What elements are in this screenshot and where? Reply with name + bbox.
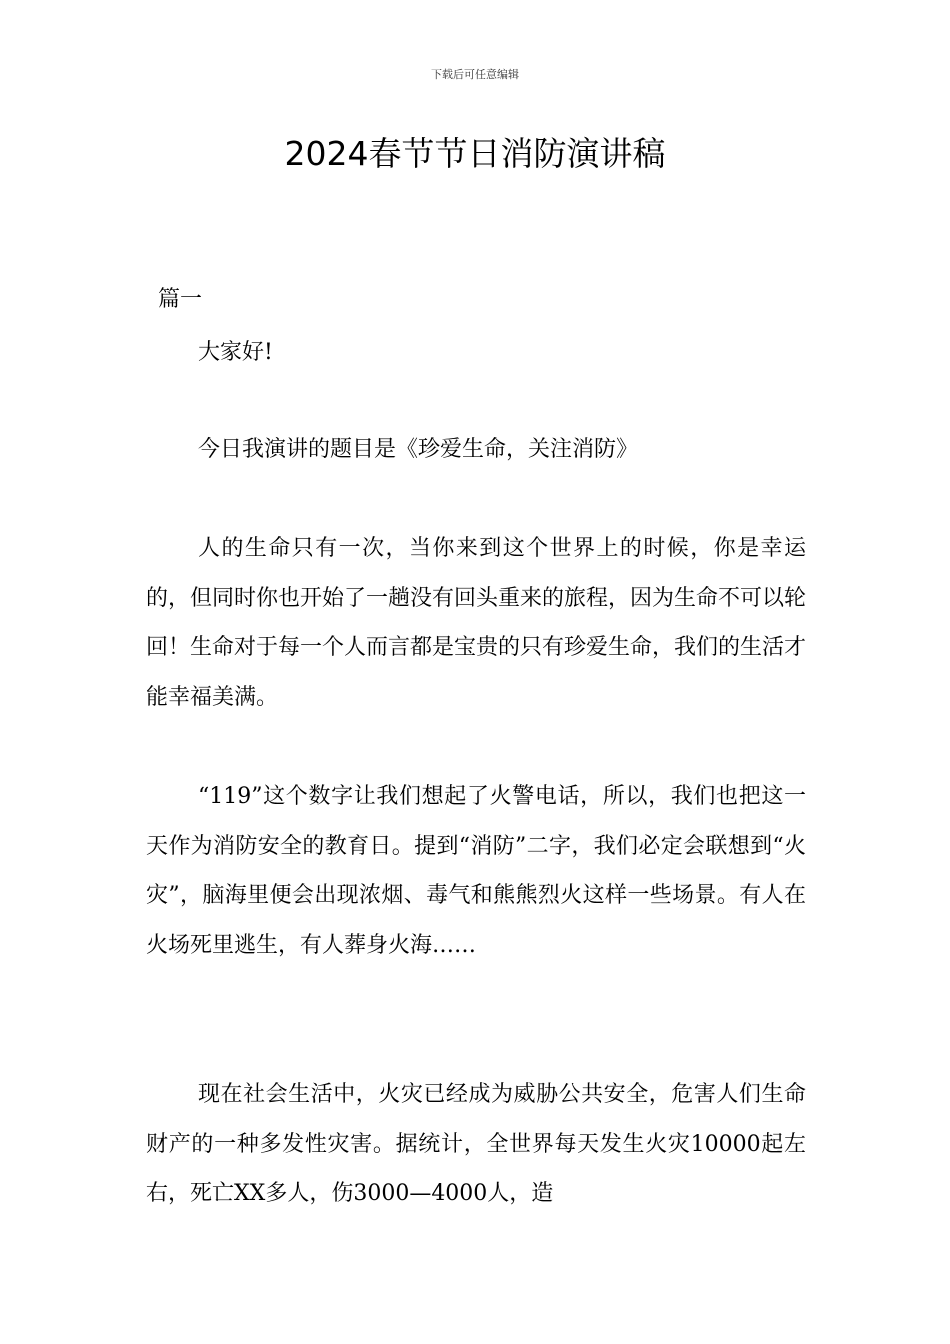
paragraph-greeting: 大家好! — [198, 340, 273, 365]
section-label: 篇一 — [158, 287, 203, 312]
paragraph-topic: 今日我演讲的题目是《珍爱生命，关注消防》 — [198, 437, 639, 462]
paragraph-life: 人的生命只有一次，当你来到这个世界上的时候，你是幸运的，但同时你也开始了一趟没有回头重来的旅程，因为生命不可以轮回！生命对于每一个人而言都是宝贵的只有珍爱生命，我们的生活才能幸福美满。 — [146, 536, 807, 710]
paragraph-fire-statistics: 现在社会生活中，火灾已经成为威胁公共安全，危害人们生命财产的一种多发性灾害。据统计，全世界每天发生火灾10000起左右，死亡XX多人，伤3000—4000人，造 — [146, 1082, 806, 1206]
download-note: 下载后可任意编辑 — [431, 68, 519, 81]
paragraph-119: “119”这个数字让我们想起了火警电话，所以，我们也把这一天作为消防安全的教育日。提到“消防”二字，我们必定会联想到“火灾”，脑海里便会出现浓烟、毒气和熊熊烈火这样一些场景。有人在火场死里逃生，有人葬身火海…… — [146, 784, 806, 958]
document-title: 2024春节节日消防演讲稿 — [284, 134, 666, 173]
